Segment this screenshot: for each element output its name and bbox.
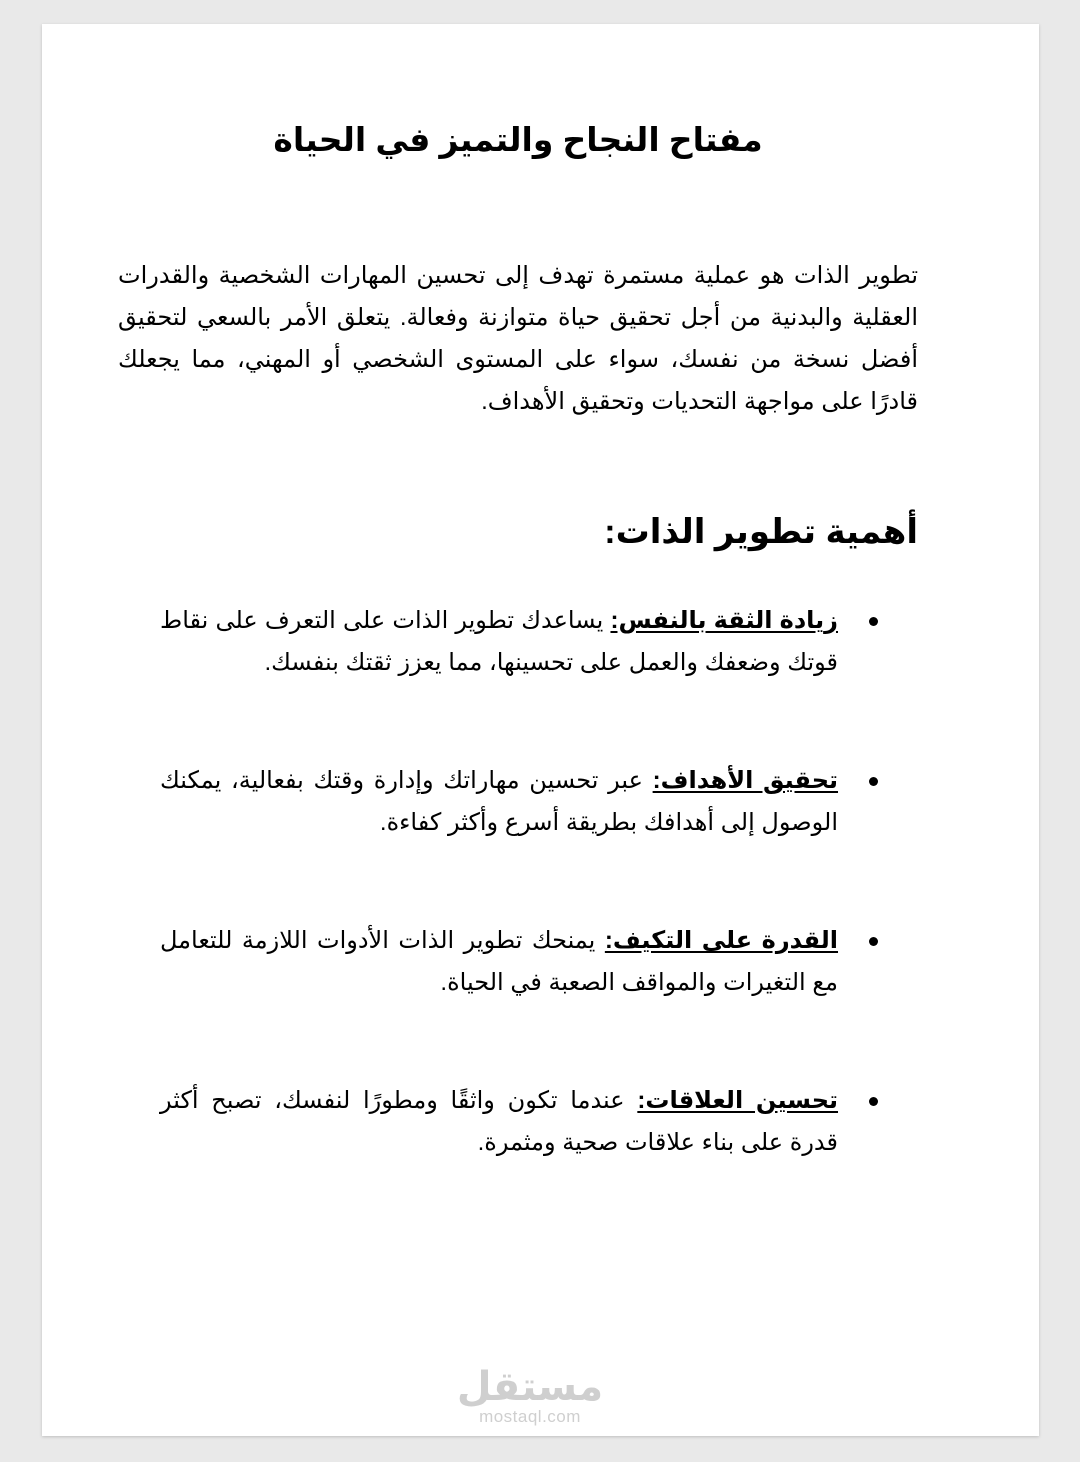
watermark-url: mostaql.com (479, 1407, 581, 1426)
bullet-list (160, 600, 878, 1240)
watermark-logo: مستقل (456, 1365, 604, 1409)
bullet-text: يمنحك تطوير الذات الأدوات اللازمة للتعامل مع التغيرات والمواقف الصعبة في الحياة. (160, 927, 838, 996)
watermark (450, 1366, 610, 1426)
list-item (160, 1080, 878, 1164)
bullet-icon (869, 617, 878, 626)
list-item (160, 760, 878, 844)
document-title: مفتاح النجاح والتميز في الحياة (273, 121, 763, 158)
bullet-term: القدرة على التكيف: (604, 927, 839, 954)
bullet-text: عبر تحسين مهاراتك وإدارة وقتك بفعالية، يمكنك الوصول إلى أهدافك بطريقة أسرع وأكثر كفاءة. (160, 767, 838, 836)
bullet-icon (869, 777, 878, 786)
intro-paragraph: تطوير الذات هو عملية مستمرة تهدف إلى تحسين المهارات الشخصية والقدرات العقلية والبدنية من أجل تحقيق حياة متوازنة وفعالة. يتعلق الأمر بالسعي لتحقيق أفضل نسخة من نفسك، سواء على المستوى الشخصي أو المهني، مما يجعلك قادرًا على مواجهة التحديات وتحقيق الأهداف. (118, 262, 918, 415)
bullet-text: عندما تكون واثقًا ومطورًا لنفسك، تصبح أكثر قدرة على بناء علاقات صحية ومثمرة. (160, 1087, 838, 1156)
bullet-term: تحسين العلاقات: (637, 1087, 839, 1114)
bullet-text: يساعدك تطوير الذات على التعرف على نقاط قوتك وضعفك والعمل على تحسينها، مما يعزز ثقتك بنفسك. (160, 607, 838, 676)
section-heading: أهمية تطوير الذات: (604, 513, 918, 551)
list-item (160, 600, 878, 684)
bullet-term: زيادة الثقة بالنفس: (610, 607, 838, 634)
bullet-term: تحقيق الأهداف: (652, 767, 839, 794)
bullet-icon (869, 937, 878, 946)
bullet-icon (869, 1097, 878, 1106)
list-item (160, 920, 878, 1004)
